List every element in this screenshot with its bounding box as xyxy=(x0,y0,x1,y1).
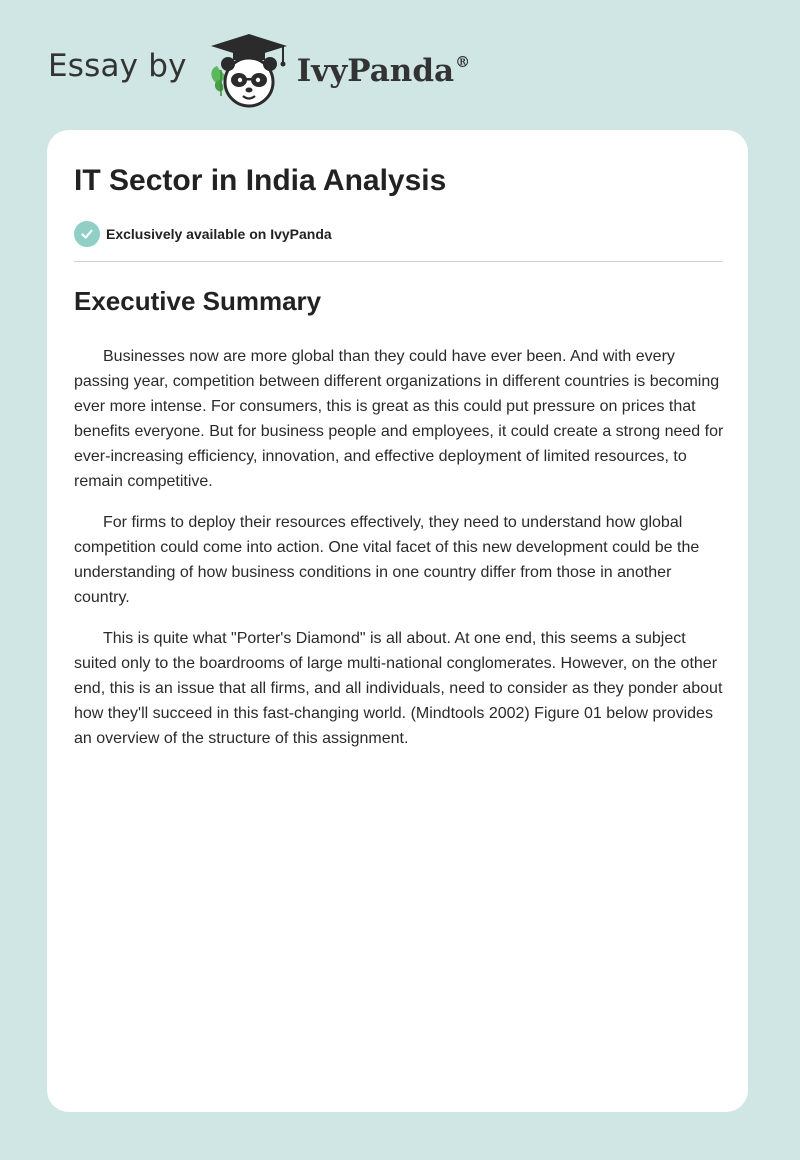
page-title: IT Sector in India Analysis xyxy=(74,164,447,197)
check-icon xyxy=(74,221,100,247)
registered-mark: ® xyxy=(455,53,471,71)
section-heading: Executive Summary xyxy=(74,286,322,316)
essay-by-label: Essay by xyxy=(48,48,187,84)
essay-body xyxy=(74,344,724,767)
paragraph: For firms to deploy their resources effectively, they need to understand how global competition could come into action. One vital facet of this new development could be the understanding of how business conditions in one country differ from those in another country. xyxy=(74,514,700,606)
essay-card xyxy=(47,130,748,1112)
divider xyxy=(74,261,722,262)
badge-label: Exclusively available on IvyPanda xyxy=(106,226,332,242)
brand-name[interactable]: IvyPanda® xyxy=(296,53,471,89)
paragraph: This is quite what "Porter's Diamond" is all about. At one end, this seems a subject suited only to the boardrooms of large multi-national conglomerates. However, on the other end, this is an issue that all firms, and all individuals, need to consider as they ponder about how they'll succeed in this fast-changing world. (Mindtools 2002) Figure 01 below provides an overview of the structure of this assignment. xyxy=(74,630,723,747)
site-header xyxy=(48,30,470,110)
panda-graduate-icon xyxy=(205,30,293,110)
paragraph: Businesses now are more global than they could have ever been. And with every passing year, competition between different organizations in different countries is becoming ever more intense. For consumers, this is great as this could put pressure on prices that benefits everyone. But for business people and employees, it could create a strong need for ever-increasing efficiency, innovation, and effective deployment of limited resources, to remain competitive. xyxy=(74,348,724,490)
exclusive-badge xyxy=(74,221,332,247)
